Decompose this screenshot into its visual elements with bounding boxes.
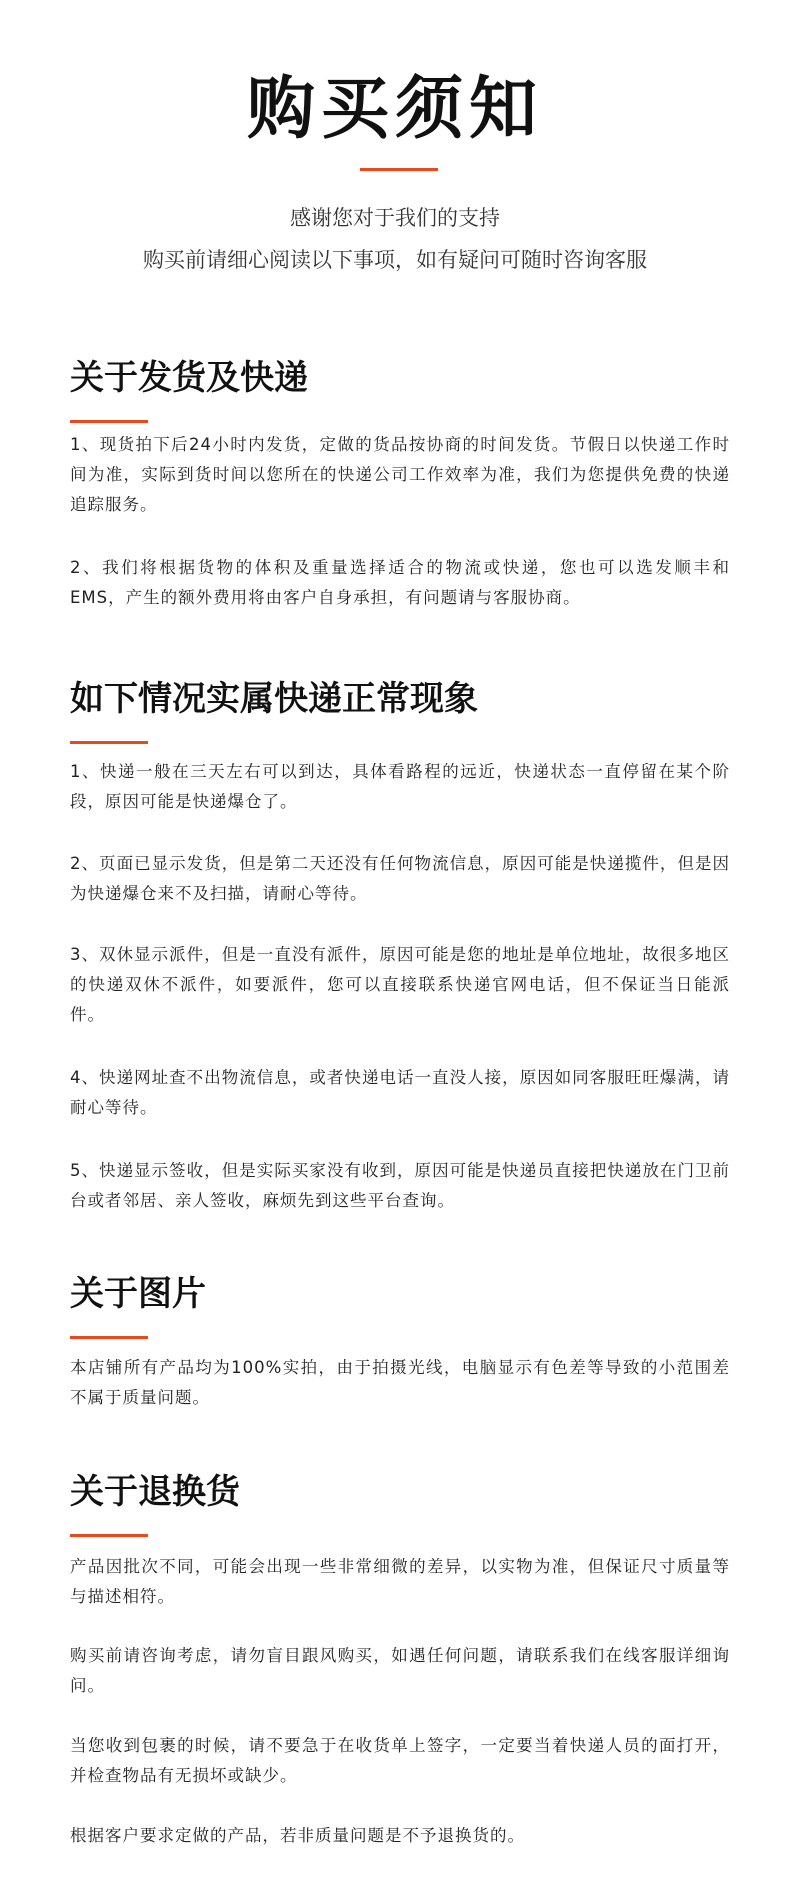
shipping-para-1: 1、现货拍下后24小时内发货，定做的货品按协商的时间发货。节假日以快递工作时间为准，实际到货时间以您所在的快递公司工作效率为准，我们为您提供免费的快递追踪服务。 (70, 435, 730, 514)
phenomena-para-4: 4、快递网址查不出物流信息，或者快递电话一直没人接，原因如同客服旺旺爆满，请耐心等待。 (70, 1068, 730, 1117)
shipping-para-2: 2、我们将根据货物的体积及重量选择适合的物流或快递，您也可以选发顺丰和EMS，产生的额外费用将由客户自身承担，有问题请与客服协商。 (70, 558, 730, 607)
section-returns (70, 1470, 728, 1537)
returns-para-2: 购买前请咨询考虑，请勿盲目跟风购买，如遇任何问题，请联系我们在线客服详细询问。 (70, 1646, 730, 1695)
subtitle-thanks: 感谢您对于我们的支持 (290, 206, 500, 230)
section-title-returns: 关于退换货 (70, 1472, 240, 1512)
section-divider (70, 1336, 148, 1339)
phenomena-para-1: 1、快递一般在三天左右可以到达，具体看路程的远近，快递状态一直停留在某个阶段，原因可能是快递爆仓了。 (70, 762, 730, 811)
section-divider (70, 1534, 148, 1537)
returns-para-3: 当您收到包裹的时候，请不要急于在收货单上签字，一定要当着快递人员的面打开，并检查物品有无损坏或缺少。 (70, 1736, 730, 1785)
section-divider (70, 741, 148, 744)
section-shipping (70, 356, 728, 423)
returns-para-1: 产品因批次不同，可能会出现一些非常细微的差异，以实物为准，但保证尺寸质量等与描述相符。 (70, 1557, 730, 1606)
phenomena-para-2: 2、页面已显示发货，但是第二天还没有任何物流信息，原因可能是快递揽件，但是因为快递爆仓来不及扫描，请耐心等待。 (70, 854, 730, 903)
section-title-normal-phenomena: 如下情况实属快递正常现象 (70, 679, 478, 719)
subtitle-notice: 购买前请细心阅读以下事项，如有疑问可随时咨询客服 (143, 248, 647, 272)
section-divider (70, 420, 148, 423)
section-normal-phenomena (70, 677, 728, 744)
section-pictures (70, 1272, 728, 1339)
page-title: 购买须知 (246, 70, 543, 149)
returns-para-4: 根据客户要求定做的产品，若非质量问题是不予退换货的。 (70, 1826, 525, 1845)
section-title-pictures: 关于图片 (70, 1274, 206, 1314)
pictures-para-1: 本店铺所有产品均为100%实拍，由于拍摄光线，电脑显示有色差等导致的小范围差不属于质量问题。 (70, 1358, 730, 1407)
phenomena-para-5: 5、快递显示签收，但是实际买家没有收到，原因可能是快递员直接把快递放在门卫前台或者邻居、亲人签收，麻烦先到这些平台查询。 (70, 1161, 730, 1210)
section-title-shipping: 关于发货及快递 (70, 358, 308, 398)
phenomena-para-3: 3、双休显示派件，但是一直没有派件，原因可能是您的地址是单位地址，故很多地区的快递双休不派件，如要派件，您可以直接联系快递官网电话，但不保证当日能派件。 (70, 945, 730, 1024)
title-divider (360, 168, 438, 171)
